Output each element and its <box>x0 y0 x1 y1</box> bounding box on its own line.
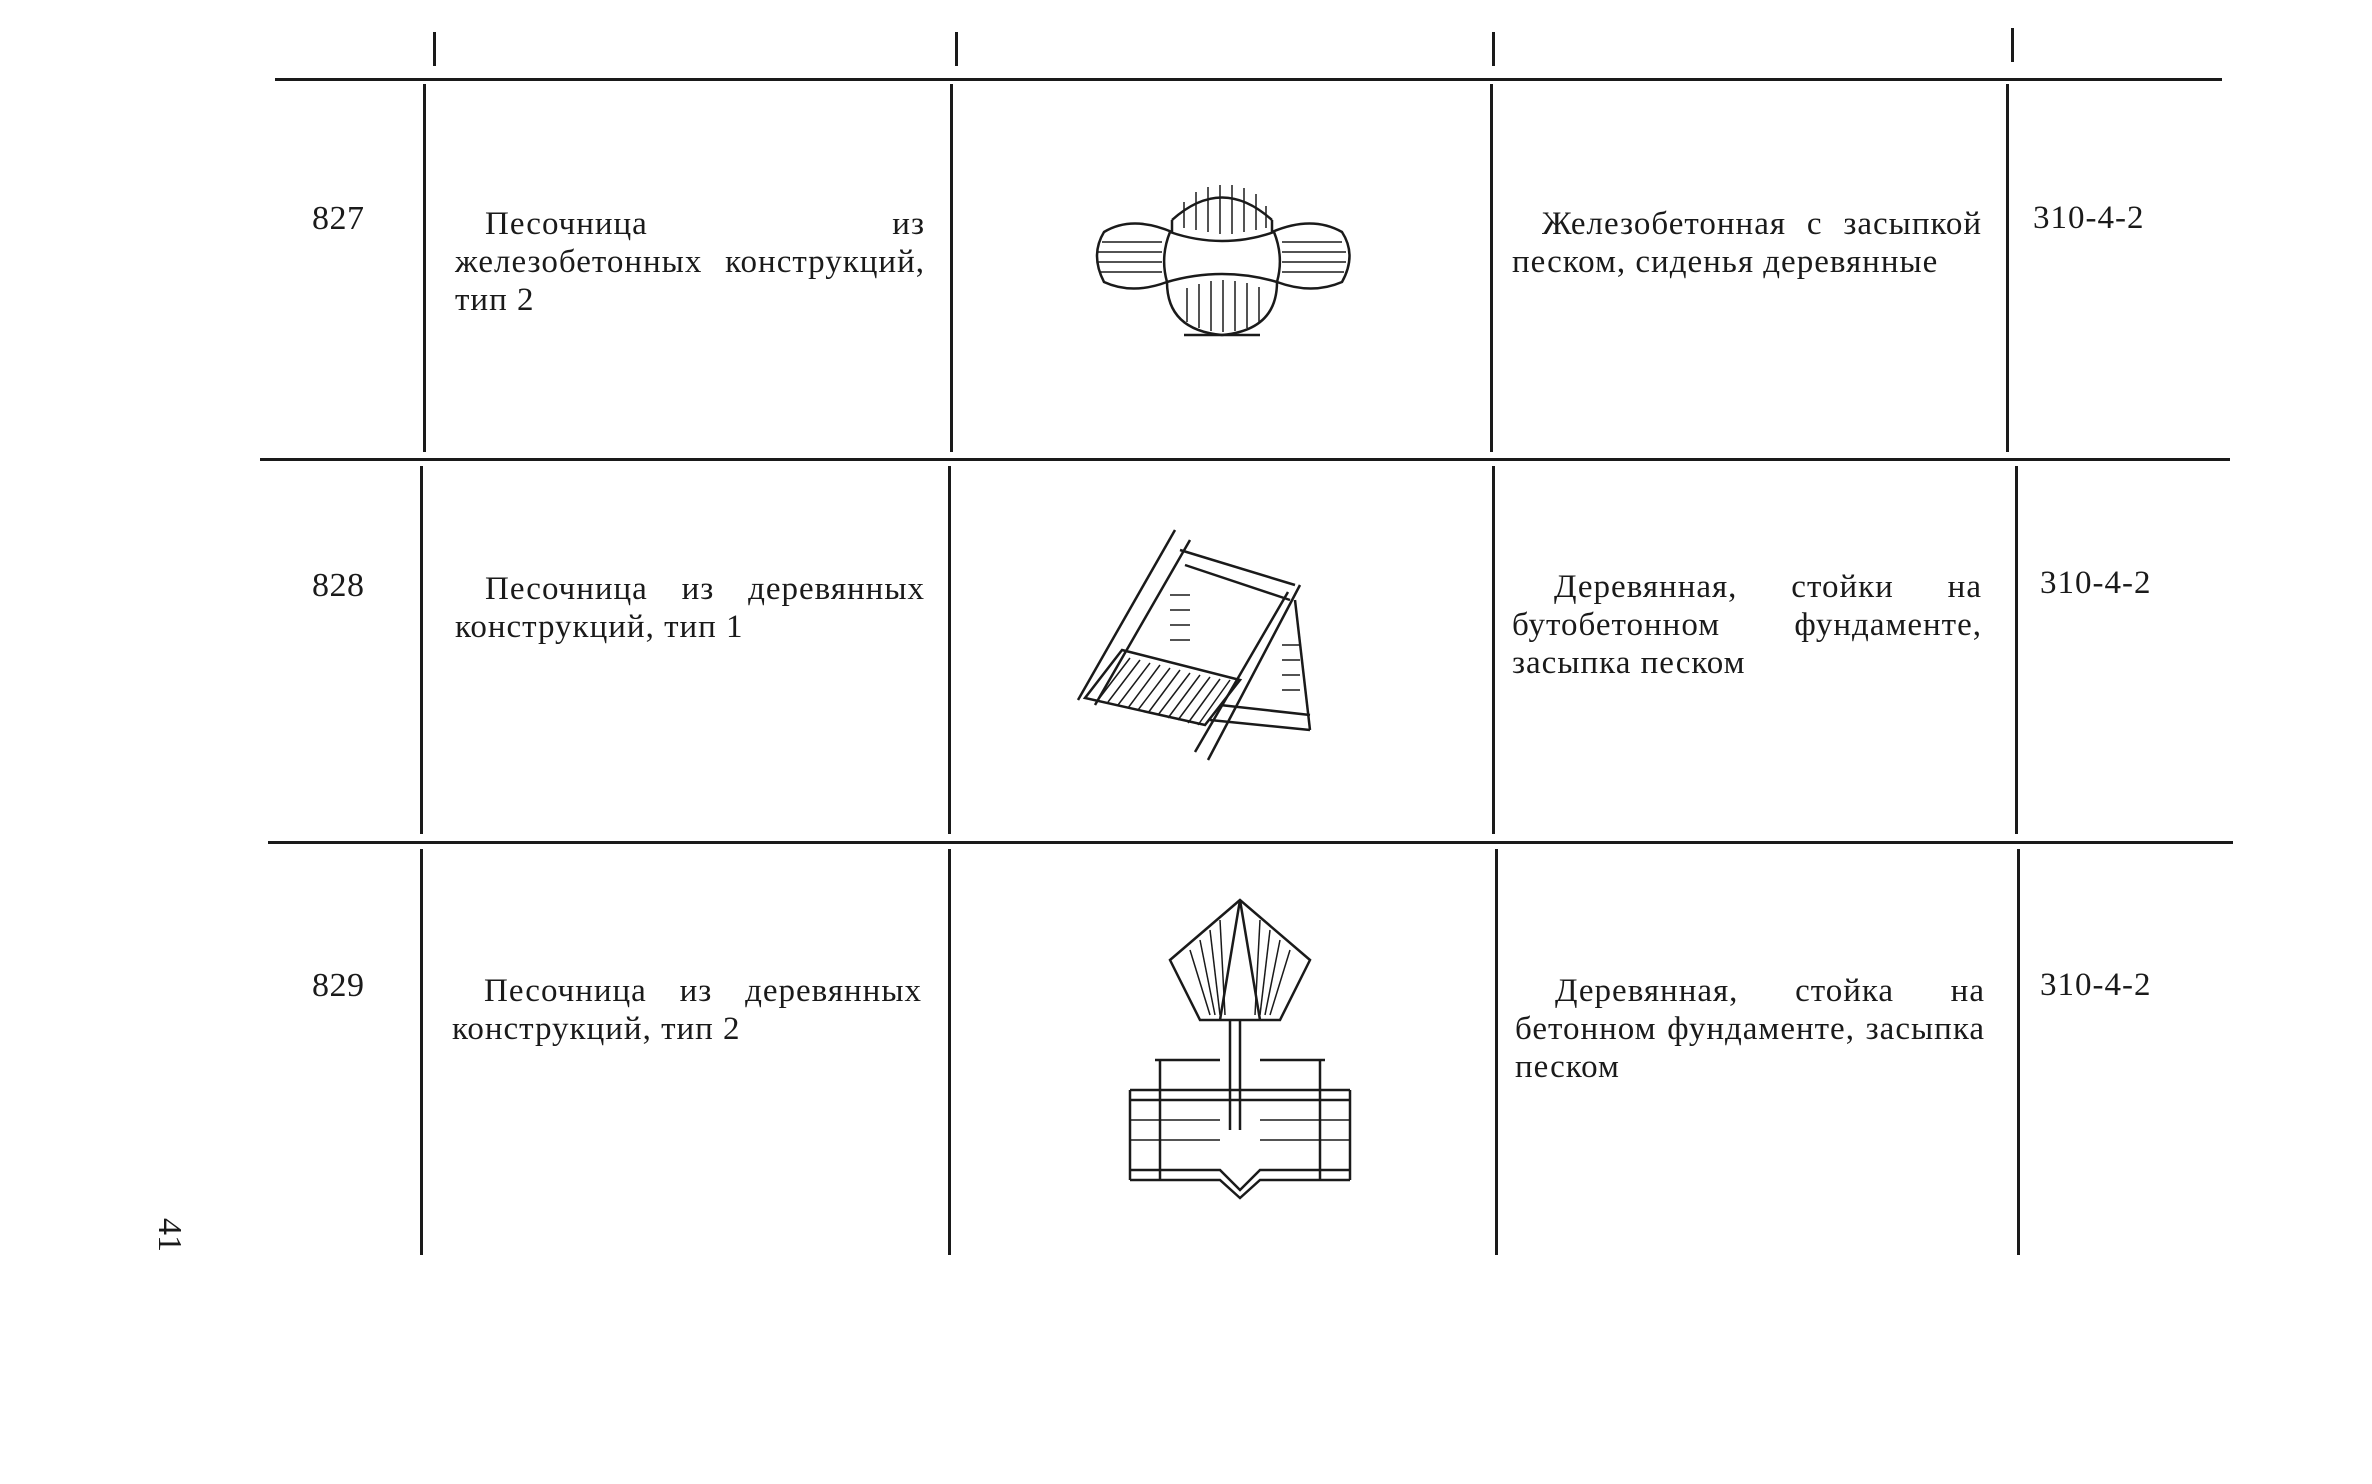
column-tick <box>1492 32 1495 66</box>
row-number: 829 <box>312 967 365 1004</box>
project-code: 310-4-2 <box>2033 200 2145 236</box>
column-divider <box>1495 849 1498 1255</box>
sandbox-wood-type2-drawing <box>1110 890 1370 1200</box>
table-rule-row-829 <box>268 841 2233 844</box>
item-name: Песочница из железобетонных конструкций, тип 2 <box>455 206 925 318</box>
column-divider <box>2017 849 2020 1255</box>
project-code: 310-4-2 <box>2040 967 2152 1003</box>
column-divider <box>423 84 426 452</box>
table-rule-top <box>275 78 2222 81</box>
column-divider <box>2015 466 2018 834</box>
table-rule-row-828 <box>260 458 2230 461</box>
column-divider <box>950 84 953 452</box>
item-name: Песочница из деревянных конструкций, тип 1 <box>455 571 925 645</box>
column-divider <box>948 466 951 834</box>
row-number: 828 <box>312 567 365 604</box>
project-code: 310-4-2 <box>2040 565 2152 601</box>
column-tick <box>955 32 958 66</box>
item-name: Песочница из деревянных конструкций, тип 2 <box>452 973 922 1047</box>
column-tick <box>2011 28 2014 62</box>
column-divider <box>1492 466 1495 834</box>
column-divider <box>420 849 423 1255</box>
column-divider <box>2006 84 2009 452</box>
item-description: Деревянная, стойка на бетонном фундаменте, засыпка песком <box>1515 973 1985 1085</box>
sandbox-concrete-type2-drawing <box>1072 170 1372 370</box>
sandbox-wood-type1-drawing <box>1060 520 1340 780</box>
column-tick <box>433 32 436 66</box>
item-description: Деревянная, стойки на бутобетонном фундаменте, засыпка песком <box>1512 569 1982 681</box>
item-description: Железобетонная с засыпкой песком, сиденья деревянные <box>1512 206 1982 280</box>
row-number: 827 <box>312 200 365 237</box>
column-divider <box>948 849 951 1255</box>
column-divider <box>420 466 423 834</box>
column-divider <box>1490 84 1493 452</box>
page-number: 41 <box>151 1218 188 1252</box>
